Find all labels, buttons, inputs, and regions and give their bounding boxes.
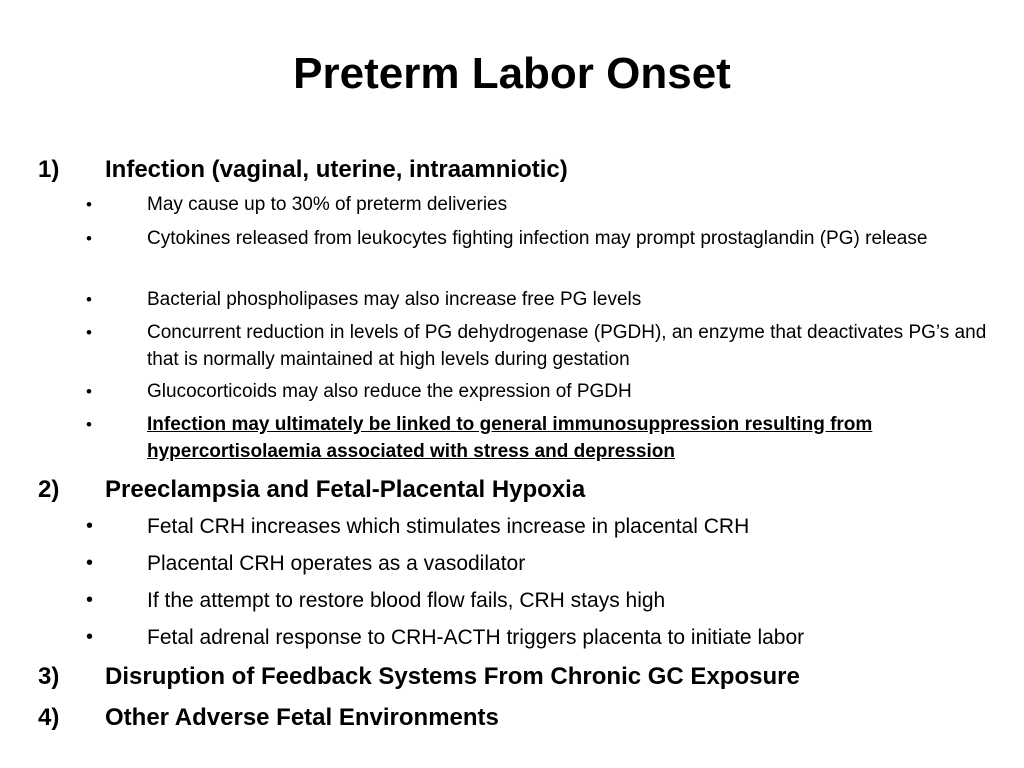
section-1-heading: Infection (vaginal, uterine, intraamniotic) [105, 156, 568, 183]
bullet-symbol: • [86, 589, 94, 611]
section-2-bullet-4: Fetal adrenal response to CRH-ACTH triggers placenta to initiate labor [147, 626, 805, 649]
section-1-bullet-3: Bacterial phospholipases may also increase free PG levels [147, 289, 642, 310]
bullet-symbol: • [86, 323, 92, 342]
section-1-bullet-4: Concurrent reduction in levels of PG dehydrogenase (PGDH), an enzyme that deactivates PG’s and that is normally maintained at high levels during gestation [147, 322, 987, 370]
section-1-number: 1) [38, 156, 60, 183]
section-2-number: 2) [38, 476, 60, 503]
bullet-symbol: • [86, 290, 92, 309]
section-4-heading: Other Adverse Fetal Environments [105, 704, 499, 731]
bullet-symbol: • [86, 515, 94, 537]
bullet-symbol: • [86, 382, 92, 401]
bullet-symbol: • [86, 229, 92, 248]
section-3-number: 3) [38, 663, 60, 690]
bullet-symbol: • [86, 552, 94, 574]
bullet-symbol: • [86, 415, 92, 434]
bullet-symbol: • [86, 626, 94, 648]
section-2-bullet-3: If the attempt to restore blood flow fails, CRH stays high [147, 589, 666, 612]
section-1-bullet-1: May cause up to 30% of preterm deliveries [147, 194, 508, 215]
slide-title: Preterm Labor Onset [293, 49, 731, 98]
section-4-number: 4) [38, 704, 60, 731]
section-1-bullet-5: Glucocorticoids may also reduce the expression of PGDH [147, 381, 632, 402]
section-1-bullet-2: Cytokines released from leukocytes fighting infection may prompt prostaglandin (PG) release [147, 228, 928, 249]
section-2-bullet-2: Placental CRH operates as a vasodilator [147, 552, 526, 575]
section-2-bullet-1: Fetal CRH increases which stimulates increase in placental CRH [147, 515, 750, 538]
section-3-heading: Disruption of Feedback Systems From Chronic GC Exposure [105, 663, 800, 690]
section-1-bullet-6-emphasis: Infection may ultimately be linked to general immunosuppression resulting from hypercortisolaemia associated with stress and depression [147, 414, 873, 462]
section-2-heading: Preeclampsia and Fetal-Placental Hypoxia [105, 476, 586, 503]
bullet-symbol: • [86, 195, 92, 214]
